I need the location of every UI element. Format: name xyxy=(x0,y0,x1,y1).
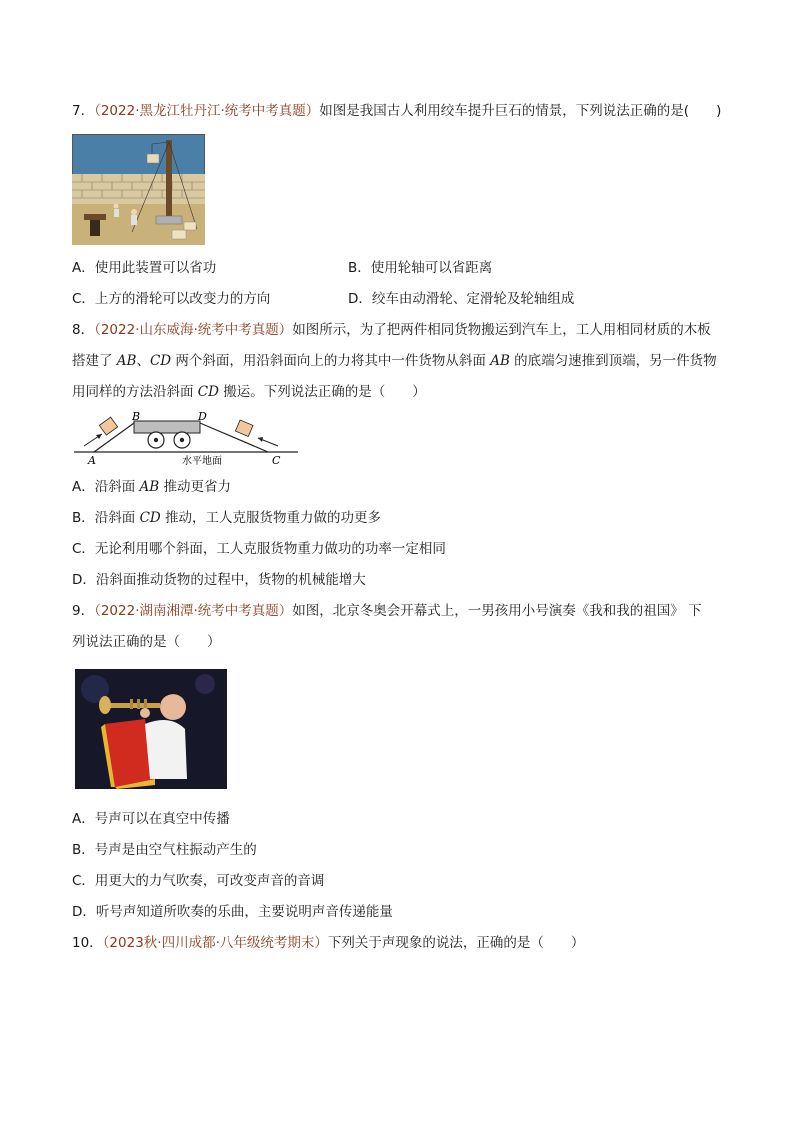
q8-option-b-pre: B．沿斜面 xyxy=(72,510,140,526)
q7-option-c[interactable]: C．上方的滑轮可以改变力的方向 xyxy=(72,291,271,307)
q9-option-b[interactable]: B．号声是由空气柱振动产生的 xyxy=(72,842,257,858)
q9-option-c[interactable]: C．用更大的力气吹奏，可改变声音的音调 xyxy=(72,873,325,889)
q8-stem-text-2c: 的底端匀速推到顶端，另一件货物 xyxy=(509,353,717,369)
q8-cd-2: CD xyxy=(197,384,219,400)
q7-option-d[interactable]: D．绞车由动滑轮、定滑轮及轮轴组成 xyxy=(348,291,575,307)
q7-number: 7． xyxy=(72,103,95,119)
q7-source: （2022·黑龙江牡丹江·统考中考真题） xyxy=(94,103,320,119)
q8-option-b-cd: CD xyxy=(139,510,161,526)
q9-option-d[interactable]: D．听号声知道所吹奏的乐曲，主要说明声音传递能量 xyxy=(72,904,393,920)
q8-label-a: A xyxy=(88,454,96,467)
q7-stem-text: 如图是我国古人利用绞车提升巨石的情景，下列说法正确的是( ) xyxy=(319,103,722,119)
q8-stem-line1 xyxy=(72,320,711,340)
q8-option-a-post: 推动更省力 xyxy=(159,479,231,495)
q10-stem xyxy=(72,933,584,953)
q7-stem xyxy=(72,101,721,121)
q8-ab: AB xyxy=(116,353,137,369)
q7-windlass-image xyxy=(72,134,205,245)
q8-incline-figure xyxy=(72,408,302,468)
q10-source: （2023秋·四川成都·八年级统考期末） xyxy=(102,935,328,951)
q8-option-b[interactable] xyxy=(72,508,381,528)
q9-trumpet-photo xyxy=(75,669,227,789)
q9-stem-line1 xyxy=(72,601,702,621)
q8-label-c: C xyxy=(272,454,281,467)
q8-stem-text-3a: 用同样的方法沿斜面 xyxy=(72,384,198,400)
q8-option-b-post: 推动，工人克服货物重力做的功更多 xyxy=(160,510,382,526)
q9-option-a[interactable]: A．号声可以在真空中传播 xyxy=(72,811,230,827)
q10-stem-text: 下列关于声现象的说法，正确的是（ ） xyxy=(327,935,585,951)
q7-option-a[interactable]: A．使用此装置可以省功 xyxy=(72,260,217,276)
q8-option-c[interactable]: C．无论利用哪个斜面，工人克服货物重力做功的功率一定相同 xyxy=(72,541,446,557)
q8-stem-line2 xyxy=(72,351,717,371)
q7-option-b[interactable]: B．使用轮轴可以省距离 xyxy=(348,260,493,276)
q8-ab-2: AB xyxy=(490,353,510,369)
q8-label-d: D xyxy=(198,410,207,423)
q8-option-d[interactable]: D．沿斜面推动货物的过程中，货物的机械能增大 xyxy=(72,572,366,588)
q8-stem-text-2b: 两个斜面，用沿斜面向上的力将其中一件货物从斜面 xyxy=(171,353,491,369)
q8-stem-line3 xyxy=(72,382,426,402)
q8-option-a-pre: A．沿斜面 xyxy=(72,479,140,495)
q9-number: 9． xyxy=(72,603,95,619)
q9-stem-line2: 列说法正确的是（ ） xyxy=(72,634,221,650)
q8-option-a-ab: AB xyxy=(139,479,160,495)
q8-stem-text-1: 如图所示，为了把两件相同货物搬运到汽车上，工人用相同材质的木板 xyxy=(292,322,711,338)
q10-number: 10． xyxy=(72,935,103,951)
q8-stem-text-2a: 搭建了 xyxy=(72,353,117,369)
q8-cd: CD xyxy=(149,353,172,369)
q8-stem-text-3b: 搬运。下列说法正确的是（ ） xyxy=(218,384,426,400)
q8-option-a[interactable] xyxy=(72,477,231,497)
q8-ground-label: 水平地面 xyxy=(182,456,222,467)
q9-stem-text-1: 如图，北京冬奥会开幕式上，一男孩用小号演奏《我和我的祖国》 下 xyxy=(292,603,702,619)
q8-sep: 、 xyxy=(136,353,150,369)
q8-source: （2022·山东威海·统考中考真题） xyxy=(94,322,293,338)
q8-number: 8． xyxy=(72,322,95,338)
q8-label-b: B xyxy=(132,410,141,423)
q9-source: （2022·湖南湘潭·统考中考真题） xyxy=(94,603,293,619)
